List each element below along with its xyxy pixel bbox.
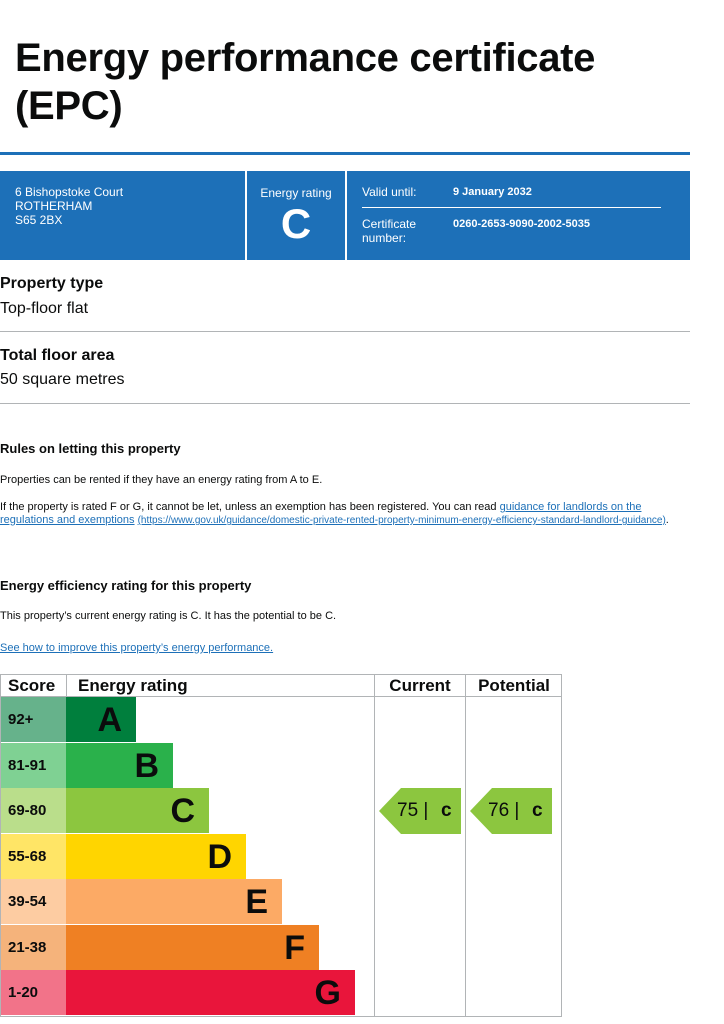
band-score-c: 69-80 xyxy=(1,788,66,833)
potential-letter: c xyxy=(532,800,543,821)
band-bar-d: D xyxy=(66,834,246,879)
banner-separator xyxy=(245,171,247,260)
table-column-divider xyxy=(66,674,67,696)
title-divider xyxy=(0,152,690,155)
landlord-guidance-link[interactable]: guidance for landlords on the regulations and exemptions xyxy=(0,501,642,526)
table-column-divider xyxy=(374,674,375,1017)
improve-link-paragraph xyxy=(0,642,690,655)
table-border xyxy=(0,1016,562,1017)
address-postcode: S65 2BX xyxy=(15,213,63,227)
band-score-f: 21-38 xyxy=(1,925,66,970)
band-bar-c: C xyxy=(66,788,209,833)
letting-rules-end: . xyxy=(665,514,669,526)
current-column-header: Current xyxy=(389,676,451,695)
band-score-a: 92+ xyxy=(1,697,66,742)
band-score-e: 39-54 xyxy=(1,879,66,924)
letting-rules-text: If the property is rated F or G, it cannot be let, unless an exemption has been registered. You can read xyxy=(0,501,500,513)
certificate-number-label xyxy=(362,217,416,245)
letting-rules-paragraph-1: Properties can be rented if they have an energy rating from A to E. xyxy=(0,474,323,486)
potential-rating-arrow xyxy=(470,788,552,834)
certificate-label-line-1: Certificate xyxy=(362,217,417,231)
current-score: 75 | xyxy=(397,800,429,821)
certificate-label-line-2: number: xyxy=(362,231,407,245)
property-type-value: Top-floor flat xyxy=(0,300,89,317)
letting-rules-paragraph-2 xyxy=(0,501,690,527)
table-border xyxy=(561,674,562,1017)
energy-rating-label: Energy rating xyxy=(260,186,332,200)
efficiency-paragraph: This property’s current energy rating is C. It has the potential to be C. xyxy=(0,610,337,622)
table-column-divider xyxy=(465,674,466,1017)
banner-separator xyxy=(345,171,347,260)
valid-until-label: Valid until: xyxy=(362,185,417,199)
potential-score: 76 | xyxy=(488,800,520,821)
current-letter: c xyxy=(441,800,452,821)
letting-rules-heading: Rules on letting this property xyxy=(0,441,181,456)
band-score-g: 1-20 xyxy=(1,970,66,1015)
energy-rating-column-header: Energy rating xyxy=(78,676,188,695)
band-bar-f: F xyxy=(66,925,319,970)
property-type-heading: Property type xyxy=(0,275,104,292)
score-column-header: Score xyxy=(8,676,56,695)
energy-rating-letter: C xyxy=(280,200,312,247)
potential-column-header: Potential xyxy=(478,676,550,695)
floor-area-value: 50 square metres xyxy=(0,371,125,388)
band-bar-b: B xyxy=(66,743,173,788)
band-score-b: 81-91 xyxy=(1,743,66,788)
valid-until-value: 9 January 2032 xyxy=(453,186,532,198)
floor-area-heading: Total floor area xyxy=(0,347,115,364)
band-bar-e: E xyxy=(66,879,282,924)
page-title: Energy performance certificate (EPC) xyxy=(15,36,596,128)
address-line-1: 6 Bishopstoke Court xyxy=(15,185,124,199)
current-rating-arrow xyxy=(379,788,461,834)
address-line-2: ROTHERHAM xyxy=(15,199,93,213)
section-divider xyxy=(0,331,690,332)
summary-banner xyxy=(0,171,690,260)
band-bar-g: G xyxy=(66,970,355,1015)
efficiency-heading: Energy efficiency rating for this property xyxy=(0,578,252,593)
banner-inner-divider xyxy=(362,207,661,208)
improve-performance-link[interactable]: See how to improve this property’s energy performance. xyxy=(0,642,274,654)
band-bar-a: A xyxy=(66,697,136,742)
property-address xyxy=(15,185,123,227)
energy-rating-table xyxy=(0,674,562,1017)
landlord-guidance-url[interactable]: (https://www.gov.uk/guidance/domestic-private-rented-property-minimum-energy-efficiency-standard-landlord-guidance) xyxy=(137,515,666,526)
certificate-number-value: 0260-2653-9090-2002-5035 xyxy=(453,218,591,230)
band-score-d: 55-68 xyxy=(1,834,66,879)
section-divider xyxy=(0,403,690,404)
